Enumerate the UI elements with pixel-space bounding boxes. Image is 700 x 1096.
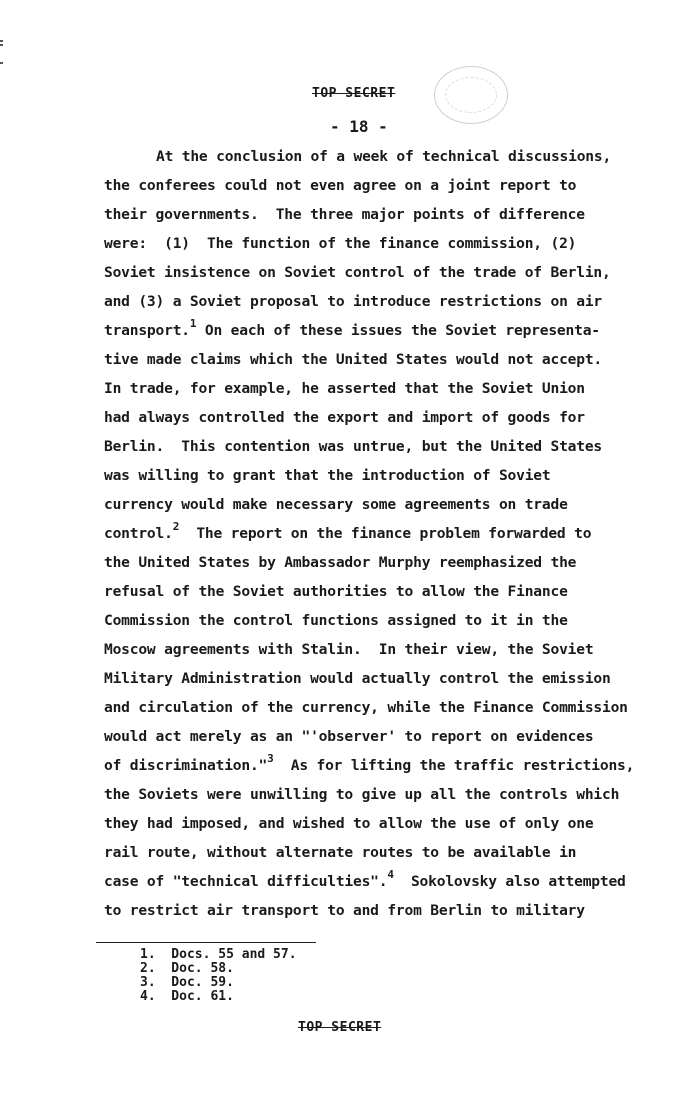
top-classification-marking: TOP SECRET (312, 86, 396, 101)
body-text (104, 142, 664, 925)
body-line (104, 316, 664, 345)
footnote: 2. Doc. 58. (140, 961, 234, 976)
body-line: At the conclusion of a week of technical discussions, (156, 148, 612, 165)
body-line-text: On each of these issues the Soviet representa- (196, 322, 600, 339)
body-line (104, 519, 664, 548)
body-line: currency would make necessary some agreements on trade (104, 496, 568, 513)
body-line: rail route, without alternate routes to be available in (104, 844, 577, 861)
body-line (104, 751, 664, 780)
scan-edge-marks (0, 0, 8, 1096)
footnote: 1. Docs. 55 and 57. (140, 947, 297, 962)
footnote-marker: 1 (189, 317, 197, 330)
page-number: - 18 - (330, 117, 388, 136)
footnote-divider (96, 942, 316, 943)
body-line: had always controlled the export and import of goods for (104, 409, 585, 426)
body-line-text: Sokolovsky also attempted (393, 873, 626, 890)
footnote-marker: 3 (267, 752, 274, 765)
body-line-text: of discrimination." (104, 757, 268, 774)
body-line: refusal of the Soviet authorities to allow the Finance (104, 583, 568, 600)
body-line: Military Administration would actually control the emission (104, 670, 611, 687)
footnotes (140, 948, 297, 1004)
body-line: were: (1) The function of the finance commission, (2) (104, 235, 577, 252)
body-line-text: As for lifting the traffic restrictions, (273, 757, 635, 774)
body-line: would act merely as an "'observer' to report on evidences (104, 728, 594, 745)
body-line (104, 867, 664, 896)
body-line: tive made claims which the United States would not accept. (104, 351, 602, 368)
body-line: Berlin. This contention was untrue, but the United States (104, 438, 602, 455)
body-line: the conferees could not even agree on a joint report to (104, 177, 577, 194)
bottom-classification-marking: TOP SECRET (298, 1020, 382, 1035)
body-line: they had imposed, and wished to allow the use of only one (104, 815, 594, 832)
archive-stamp (434, 66, 508, 124)
body-line-text: transport. (104, 322, 190, 339)
body-line: and circulation of the currency, while the Finance Commission (104, 699, 628, 716)
footnote-marker: 4 (387, 868, 394, 881)
body-line: Soviet insistence on Soviet control of the trade of Berlin, (104, 264, 611, 281)
body-line: the Soviets were unwilling to give up all the controls which (104, 786, 620, 803)
body-line-text: control. (104, 525, 173, 542)
body-line: was willing to grant that the introduction of Soviet (104, 467, 551, 484)
body-line: In trade, for example, he asserted that the Soviet Union (104, 380, 585, 397)
footnote: 3. Doc. 59. (140, 975, 234, 990)
body-line: to restrict air transport to and from Berlin to military (104, 902, 585, 919)
body-line: Commission the control functions assigned to it in the (104, 612, 568, 629)
body-line: Moscow agreements with Stalin. In their view, the Soviet (104, 641, 594, 658)
footnote: 4. Doc. 61. (140, 989, 234, 1004)
body-line: the United States by Ambassador Murphy reemphasized the (104, 554, 577, 571)
body-line: and (3) a Soviet proposal to introduce restrictions on air (104, 293, 602, 310)
footnote-marker: 2 (172, 520, 180, 533)
body-line-text: The report on the finance problem forwarded to (179, 525, 592, 542)
body-line: their governments. The three major points of difference (104, 206, 585, 223)
body-line-text: case of "technical difficulties". (104, 873, 388, 890)
